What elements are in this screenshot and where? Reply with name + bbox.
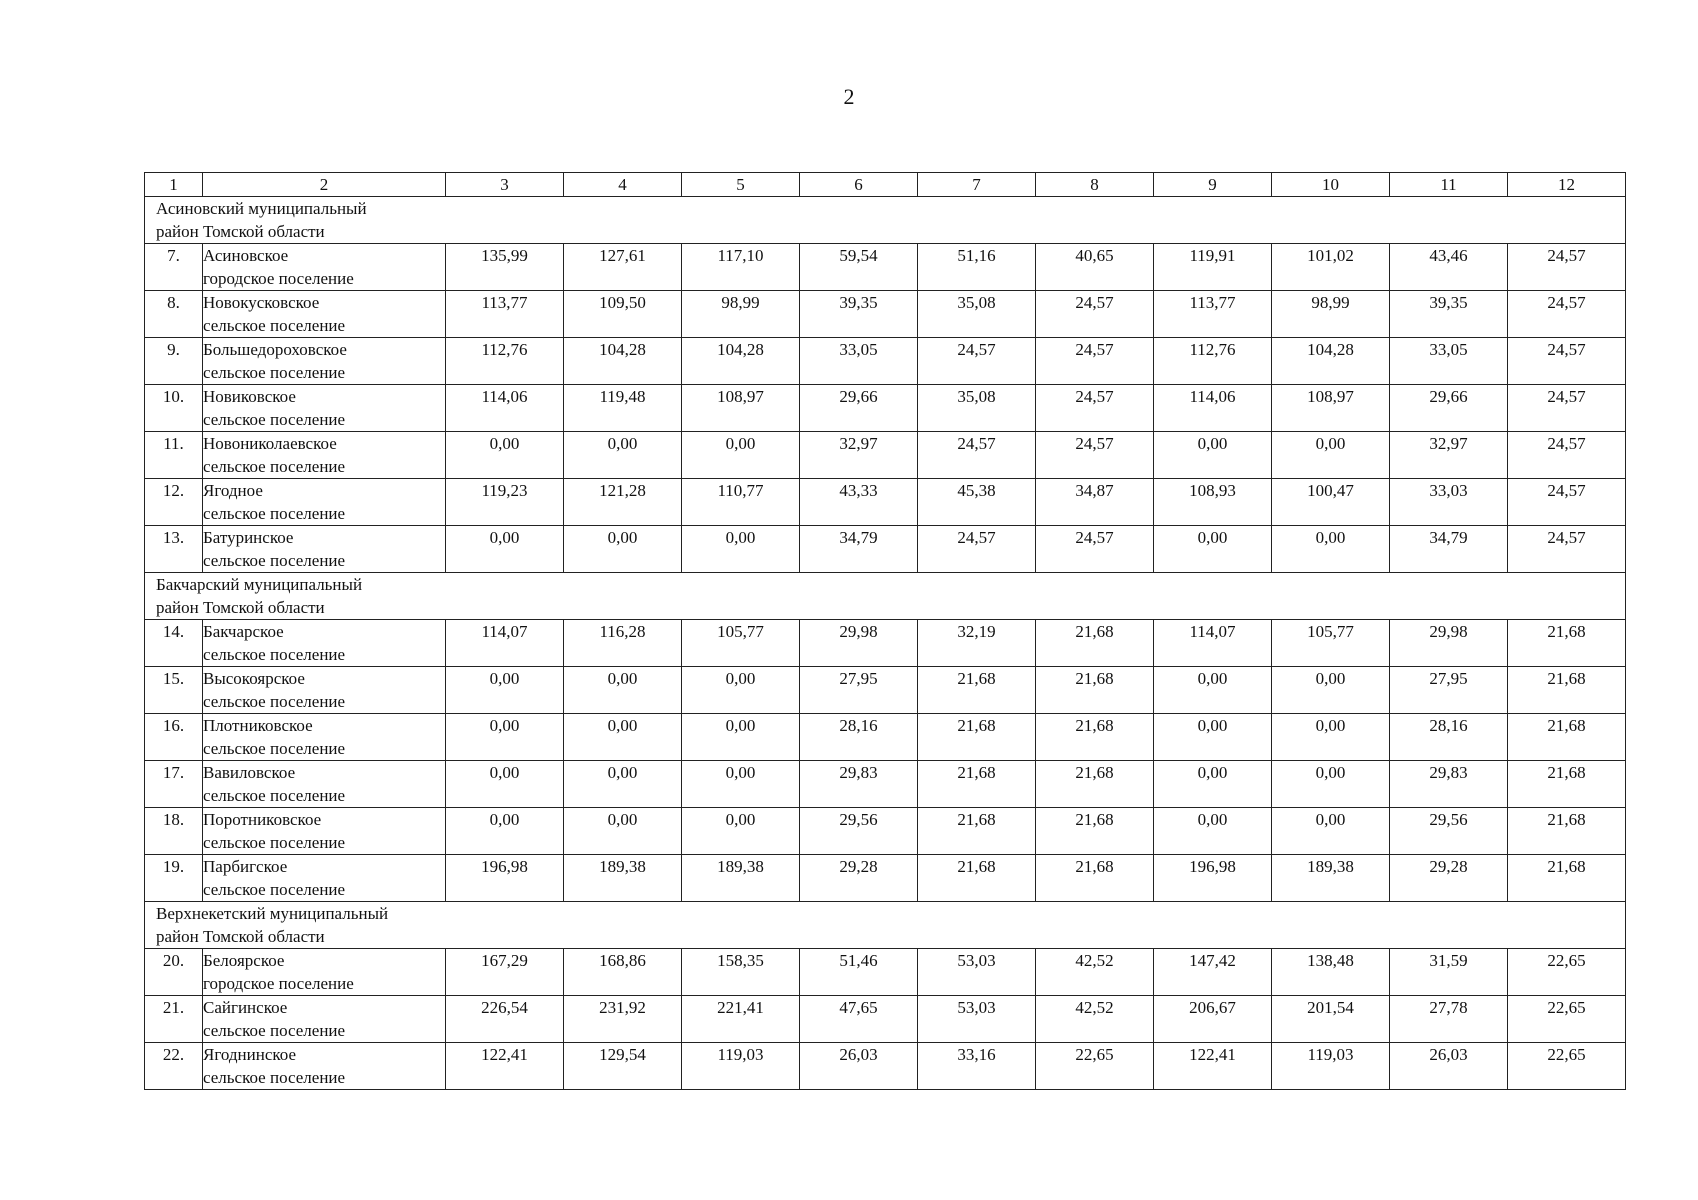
value-cell: 119,91 bbox=[1154, 244, 1272, 291]
table-row bbox=[145, 432, 1626, 479]
column-number: 11 bbox=[1390, 173, 1508, 197]
district-title-line: Бакчарский муниципальный bbox=[156, 575, 363, 594]
value-cell: 29,28 bbox=[1390, 855, 1508, 902]
page-number: 2 bbox=[843, 84, 855, 109]
value-cell: 35,08 bbox=[918, 385, 1036, 432]
settlement-name-line: сельское поселение bbox=[203, 363, 346, 382]
value-cell: 206,67 bbox=[1154, 996, 1272, 1043]
value-cell: 0,00 bbox=[682, 714, 800, 761]
settlement-name-line: Сайгинское bbox=[203, 998, 288, 1017]
settlement-name-line: Большедороховское bbox=[203, 340, 347, 359]
settlement-name-line: сельское поселение bbox=[203, 833, 346, 852]
settlement-name-line: сельское поселение bbox=[203, 551, 346, 570]
district-group-row bbox=[145, 902, 1626, 949]
value-cell: 32,97 bbox=[1390, 432, 1508, 479]
column-number: 5 bbox=[682, 173, 800, 197]
settlement-name-line: Парбигское bbox=[203, 857, 288, 876]
value-cell: 196,98 bbox=[1154, 855, 1272, 902]
value-cell: 32,97 bbox=[800, 432, 918, 479]
value-cell: 43,33 bbox=[800, 479, 918, 526]
value-cell: 0,00 bbox=[446, 714, 564, 761]
value-cell: 117,10 bbox=[682, 244, 800, 291]
value-cell: 104,28 bbox=[1272, 338, 1390, 385]
value-cell: 189,38 bbox=[682, 855, 800, 902]
value-cell: 24,57 bbox=[918, 526, 1036, 573]
column-number: 1 bbox=[145, 173, 203, 197]
district-group-row bbox=[145, 573, 1626, 620]
column-number: 4 bbox=[564, 173, 682, 197]
value-cell: 108,93 bbox=[1154, 479, 1272, 526]
settlement-name-line: Новокусковское bbox=[203, 293, 320, 312]
column-number: 3 bbox=[446, 173, 564, 197]
table-row bbox=[145, 385, 1626, 432]
row-number: 15. bbox=[145, 667, 203, 714]
value-cell: 29,66 bbox=[800, 385, 918, 432]
settlement-name bbox=[203, 949, 446, 996]
table-row bbox=[145, 291, 1626, 338]
value-cell: 28,16 bbox=[1390, 714, 1508, 761]
value-cell: 98,99 bbox=[1272, 291, 1390, 338]
value-cell: 119,03 bbox=[1272, 1043, 1390, 1090]
row-number: 19. bbox=[145, 855, 203, 902]
value-cell: 0,00 bbox=[1154, 526, 1272, 573]
value-cell: 47,65 bbox=[800, 996, 918, 1043]
table-row bbox=[145, 1043, 1626, 1090]
settlement-name-line: городское поселение bbox=[203, 269, 354, 288]
settlement-name-line: Вавиловское bbox=[203, 763, 296, 782]
value-cell: 21,68 bbox=[918, 761, 1036, 808]
value-cell: 45,38 bbox=[918, 479, 1036, 526]
column-number: 8 bbox=[1036, 173, 1154, 197]
value-cell: 29,83 bbox=[800, 761, 918, 808]
value-cell: 0,00 bbox=[564, 808, 682, 855]
row-number: 21. bbox=[145, 996, 203, 1043]
value-cell: 0,00 bbox=[446, 808, 564, 855]
value-cell: 21,68 bbox=[1036, 855, 1154, 902]
table-row bbox=[145, 996, 1626, 1043]
settlement-name bbox=[203, 479, 446, 526]
value-cell: 43,46 bbox=[1390, 244, 1508, 291]
value-cell: 0,00 bbox=[564, 714, 682, 761]
value-cell: 29,83 bbox=[1390, 761, 1508, 808]
district-title-line: район Томской области bbox=[156, 598, 325, 617]
value-cell: 33,16 bbox=[918, 1043, 1036, 1090]
district-group-row bbox=[145, 197, 1626, 244]
value-cell: 0,00 bbox=[1272, 808, 1390, 855]
value-cell: 0,00 bbox=[682, 761, 800, 808]
settlement-name-line: Бакчарское bbox=[203, 622, 284, 641]
value-cell: 0,00 bbox=[682, 432, 800, 479]
value-cell: 0,00 bbox=[1272, 432, 1390, 479]
value-cell: 101,02 bbox=[1272, 244, 1390, 291]
value-cell: 114,07 bbox=[446, 620, 564, 667]
column-number: 6 bbox=[800, 173, 918, 197]
value-cell: 24,57 bbox=[1508, 432, 1626, 479]
settlement-name-line: Асиновское bbox=[203, 246, 289, 265]
table-row bbox=[145, 855, 1626, 902]
district-title bbox=[145, 902, 1626, 949]
value-cell: 21,68 bbox=[918, 808, 1036, 855]
value-cell: 33,05 bbox=[1390, 338, 1508, 385]
value-cell: 167,29 bbox=[446, 949, 564, 996]
value-cell: 0,00 bbox=[682, 808, 800, 855]
value-cell: 0,00 bbox=[1154, 667, 1272, 714]
value-cell: 119,03 bbox=[682, 1043, 800, 1090]
value-cell: 24,57 bbox=[1036, 526, 1154, 573]
row-number: 10. bbox=[145, 385, 203, 432]
value-cell: 21,68 bbox=[1036, 761, 1154, 808]
value-cell: 147,42 bbox=[1154, 949, 1272, 996]
row-number: 13. bbox=[145, 526, 203, 573]
value-cell: 21,68 bbox=[918, 667, 1036, 714]
column-number: 12 bbox=[1508, 173, 1626, 197]
settlement-name-line: сельское поселение bbox=[203, 1021, 346, 1040]
value-cell: 231,92 bbox=[564, 996, 682, 1043]
value-cell: 31,59 bbox=[1390, 949, 1508, 996]
row-number: 16. bbox=[145, 714, 203, 761]
settlement-name-line: городское поселение bbox=[203, 974, 354, 993]
value-cell: 42,52 bbox=[1036, 949, 1154, 996]
row-number: 8. bbox=[145, 291, 203, 338]
settlement-name-line: сельское поселение bbox=[203, 880, 346, 899]
column-number: 7 bbox=[918, 173, 1036, 197]
district-title bbox=[145, 197, 1626, 244]
value-cell: 104,28 bbox=[564, 338, 682, 385]
table-row bbox=[145, 244, 1626, 291]
value-cell: 21,68 bbox=[1508, 667, 1626, 714]
value-cell: 22,65 bbox=[1508, 949, 1626, 996]
settlement-name bbox=[203, 244, 446, 291]
value-cell: 189,38 bbox=[1272, 855, 1390, 902]
value-cell: 33,05 bbox=[800, 338, 918, 385]
value-cell: 129,54 bbox=[564, 1043, 682, 1090]
settlement-name-line: сельское поселение bbox=[203, 739, 346, 758]
settlement-name bbox=[203, 996, 446, 1043]
value-cell: 22,65 bbox=[1508, 996, 1626, 1043]
value-cell: 0,00 bbox=[1154, 714, 1272, 761]
value-cell: 0,00 bbox=[1272, 714, 1390, 761]
value-cell: 0,00 bbox=[446, 667, 564, 714]
value-cell: 51,46 bbox=[800, 949, 918, 996]
value-cell: 0,00 bbox=[682, 526, 800, 573]
settlement-name bbox=[203, 385, 446, 432]
table-row bbox=[145, 667, 1626, 714]
table-row bbox=[145, 620, 1626, 667]
table-row bbox=[145, 949, 1626, 996]
value-cell: 122,41 bbox=[446, 1043, 564, 1090]
value-cell: 158,35 bbox=[682, 949, 800, 996]
value-cell: 100,47 bbox=[1272, 479, 1390, 526]
table-row bbox=[145, 338, 1626, 385]
value-cell: 0,00 bbox=[446, 526, 564, 573]
column-number-row bbox=[145, 173, 1626, 197]
value-cell: 110,77 bbox=[682, 479, 800, 526]
row-number: 22. bbox=[145, 1043, 203, 1090]
value-cell: 29,66 bbox=[1390, 385, 1508, 432]
value-cell: 40,65 bbox=[1036, 244, 1154, 291]
value-cell: 21,68 bbox=[1036, 808, 1154, 855]
value-cell: 24,57 bbox=[1508, 291, 1626, 338]
value-cell: 29,28 bbox=[800, 855, 918, 902]
settlement-name-line: сельское поселение bbox=[203, 504, 346, 523]
settlement-name-line: Белоярское bbox=[203, 951, 285, 970]
value-cell: 0,00 bbox=[1154, 761, 1272, 808]
value-cell: 24,57 bbox=[1036, 338, 1154, 385]
column-number: 10 bbox=[1272, 173, 1390, 197]
value-cell: 34,79 bbox=[1390, 526, 1508, 573]
value-cell: 108,97 bbox=[1272, 385, 1390, 432]
value-cell: 196,98 bbox=[446, 855, 564, 902]
value-cell: 29,98 bbox=[800, 620, 918, 667]
table-row bbox=[145, 714, 1626, 761]
value-cell: 26,03 bbox=[1390, 1043, 1508, 1090]
settlement-name bbox=[203, 1043, 446, 1090]
settlement-name bbox=[203, 714, 446, 761]
value-cell: 28,16 bbox=[800, 714, 918, 761]
value-cell: 21,68 bbox=[1508, 620, 1626, 667]
value-cell: 0,00 bbox=[446, 432, 564, 479]
value-cell: 0,00 bbox=[446, 761, 564, 808]
settlement-name bbox=[203, 667, 446, 714]
value-cell: 119,23 bbox=[446, 479, 564, 526]
value-cell: 0,00 bbox=[1154, 808, 1272, 855]
value-cell: 201,54 bbox=[1272, 996, 1390, 1043]
row-number: 7. bbox=[145, 244, 203, 291]
settlement-name bbox=[203, 432, 446, 479]
settlement-name bbox=[203, 338, 446, 385]
value-cell: 104,28 bbox=[682, 338, 800, 385]
settlement-name-line: Новониколаевское bbox=[203, 434, 337, 453]
row-number: 14. bbox=[145, 620, 203, 667]
value-cell: 51,16 bbox=[918, 244, 1036, 291]
row-number: 18. bbox=[145, 808, 203, 855]
value-cell: 0,00 bbox=[1272, 667, 1390, 714]
value-cell: 24,57 bbox=[918, 338, 1036, 385]
value-cell: 21,68 bbox=[1508, 808, 1626, 855]
value-cell: 21,68 bbox=[918, 855, 1036, 902]
value-cell: 122,41 bbox=[1154, 1043, 1272, 1090]
value-cell: 0,00 bbox=[682, 667, 800, 714]
value-cell: 98,99 bbox=[682, 291, 800, 338]
column-number: 2 bbox=[203, 173, 446, 197]
value-cell: 33,03 bbox=[1390, 479, 1508, 526]
column-number: 9 bbox=[1154, 173, 1272, 197]
value-cell: 24,57 bbox=[918, 432, 1036, 479]
settlement-name-line: сельское поселение bbox=[203, 786, 346, 805]
value-cell: 29,56 bbox=[800, 808, 918, 855]
settlement-name bbox=[203, 855, 446, 902]
value-cell: 21,68 bbox=[1508, 855, 1626, 902]
value-cell: 138,48 bbox=[1272, 949, 1390, 996]
value-cell: 168,86 bbox=[564, 949, 682, 996]
value-cell: 109,50 bbox=[564, 291, 682, 338]
value-cell: 127,61 bbox=[564, 244, 682, 291]
settlement-name-line: Новиковское bbox=[203, 387, 296, 406]
table-row bbox=[145, 808, 1626, 855]
settlement-name-line: сельское поселение bbox=[203, 692, 346, 711]
value-cell: 22,65 bbox=[1036, 1043, 1154, 1090]
value-cell: 24,57 bbox=[1508, 526, 1626, 573]
settlement-name-line: Высокоярское bbox=[203, 669, 305, 688]
value-cell: 24,57 bbox=[1036, 385, 1154, 432]
value-cell: 114,06 bbox=[1154, 385, 1272, 432]
value-cell: 39,35 bbox=[800, 291, 918, 338]
value-cell: 0,00 bbox=[1154, 432, 1272, 479]
district-title-line: Верхнекетский муниципальный bbox=[156, 904, 389, 923]
value-cell: 113,77 bbox=[446, 291, 564, 338]
value-cell: 29,56 bbox=[1390, 808, 1508, 855]
table-row bbox=[145, 479, 1626, 526]
value-cell: 42,52 bbox=[1036, 996, 1154, 1043]
value-cell: 29,98 bbox=[1390, 620, 1508, 667]
settlement-name-line: сельское поселение bbox=[203, 457, 346, 476]
table-body bbox=[145, 173, 1626, 1090]
value-cell: 105,77 bbox=[1272, 620, 1390, 667]
district-title-line: район Томской области bbox=[156, 222, 325, 241]
settlement-name-line: Батуринское bbox=[203, 528, 294, 547]
settlement-name-line: Ягоднинское bbox=[203, 1045, 297, 1064]
value-cell: 34,87 bbox=[1036, 479, 1154, 526]
value-cell: 226,54 bbox=[446, 996, 564, 1043]
value-cell: 35,08 bbox=[918, 291, 1036, 338]
row-number: 9. bbox=[145, 338, 203, 385]
value-cell: 114,07 bbox=[1154, 620, 1272, 667]
value-cell: 221,41 bbox=[682, 996, 800, 1043]
settlement-name-line: сельское поселение bbox=[203, 316, 346, 335]
value-cell: 24,57 bbox=[1036, 432, 1154, 479]
value-cell: 27,95 bbox=[1390, 667, 1508, 714]
row-number: 20. bbox=[145, 949, 203, 996]
value-cell: 121,28 bbox=[564, 479, 682, 526]
settlement-name-line: Плотниковское bbox=[203, 716, 313, 735]
value-cell: 26,03 bbox=[800, 1043, 918, 1090]
value-cell: 24,57 bbox=[1508, 244, 1626, 291]
value-cell: 135,99 bbox=[446, 244, 564, 291]
value-cell: 105,77 bbox=[682, 620, 800, 667]
row-number: 17. bbox=[145, 761, 203, 808]
value-cell: 34,79 bbox=[800, 526, 918, 573]
value-cell: 189,38 bbox=[564, 855, 682, 902]
settlement-name-line: Поротниковское bbox=[203, 810, 322, 829]
district-title-line: Асиновский муниципальный bbox=[156, 199, 367, 218]
settlement-name bbox=[203, 620, 446, 667]
settlement-name-line: Ягодное bbox=[203, 481, 263, 500]
value-cell: 113,77 bbox=[1154, 291, 1272, 338]
value-cell: 0,00 bbox=[564, 432, 682, 479]
value-cell: 27,95 bbox=[800, 667, 918, 714]
value-cell: 114,06 bbox=[446, 385, 564, 432]
value-cell: 116,28 bbox=[564, 620, 682, 667]
table-row bbox=[145, 526, 1626, 573]
value-cell: 21,68 bbox=[1508, 761, 1626, 808]
settlement-name bbox=[203, 526, 446, 573]
value-cell: 22,65 bbox=[1508, 1043, 1626, 1090]
value-cell: 21,68 bbox=[1036, 714, 1154, 761]
value-cell: 0,00 bbox=[564, 667, 682, 714]
district-title-line: район Томской области bbox=[156, 927, 325, 946]
value-cell: 112,76 bbox=[1154, 338, 1272, 385]
value-cell: 39,35 bbox=[1390, 291, 1508, 338]
settlement-name-line: сельское поселение bbox=[203, 410, 346, 429]
settlement-name-line: сельское поселение bbox=[203, 645, 346, 664]
value-cell: 112,76 bbox=[446, 338, 564, 385]
value-cell: 59,54 bbox=[800, 244, 918, 291]
value-cell: 53,03 bbox=[918, 949, 1036, 996]
value-cell: 0,00 bbox=[564, 526, 682, 573]
value-cell: 32,19 bbox=[918, 620, 1036, 667]
value-cell: 24,57 bbox=[1508, 479, 1626, 526]
value-cell: 108,97 bbox=[682, 385, 800, 432]
settlement-name-line: сельское поселение bbox=[203, 1068, 346, 1087]
value-cell: 119,48 bbox=[564, 385, 682, 432]
settlement-name bbox=[203, 808, 446, 855]
value-cell: 21,68 bbox=[1036, 620, 1154, 667]
row-number: 12. bbox=[145, 479, 203, 526]
value-cell: 0,00 bbox=[564, 761, 682, 808]
table-row bbox=[145, 761, 1626, 808]
data-table bbox=[144, 172, 1626, 1090]
settlement-name bbox=[203, 761, 446, 808]
row-number: 11. bbox=[145, 432, 203, 479]
value-cell: 0,00 bbox=[1272, 526, 1390, 573]
value-cell: 27,78 bbox=[1390, 996, 1508, 1043]
value-cell: 24,57 bbox=[1508, 385, 1626, 432]
settlement-name bbox=[203, 291, 446, 338]
value-cell: 53,03 bbox=[918, 996, 1036, 1043]
value-cell: 21,68 bbox=[1036, 667, 1154, 714]
value-cell: 0,00 bbox=[1272, 761, 1390, 808]
district-title bbox=[145, 573, 1626, 620]
value-cell: 24,57 bbox=[1036, 291, 1154, 338]
value-cell: 24,57 bbox=[1508, 338, 1626, 385]
value-cell: 21,68 bbox=[918, 714, 1036, 761]
value-cell: 21,68 bbox=[1508, 714, 1626, 761]
